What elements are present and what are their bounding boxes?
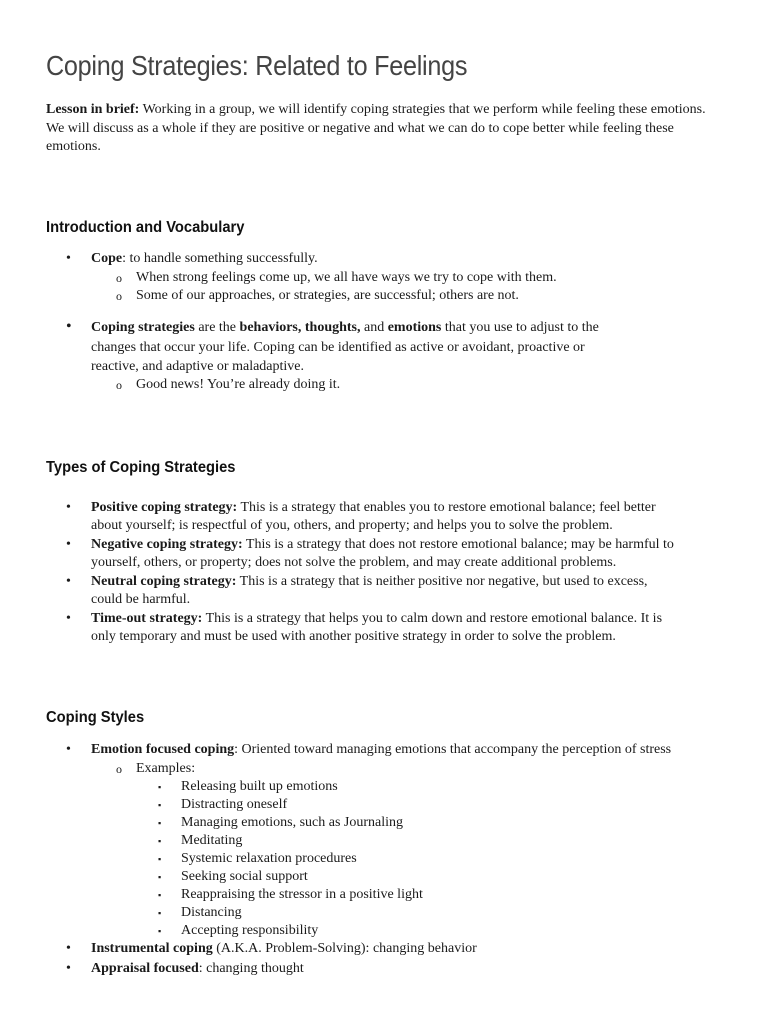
text: This is a strategy that helps you to calm down and restore emotional balance. It is: [202, 611, 663, 626]
text: This is a strategy that enables you to restore emotional balance; feel better: [237, 500, 656, 515]
bullet-square-icon: ▪: [158, 872, 162, 882]
term: Appraisal focused: [91, 961, 199, 976]
sub-item: When strong feelings come up, we all have ways we try to cope with them.: [136, 270, 557, 285]
text: This is a strategy that is neither positive nor negative, but used to excess,: [236, 574, 648, 589]
term-emotions: emotions: [387, 320, 442, 335]
list-item-timeout: [91, 610, 731, 646]
text: reactive, and adaptive or maladaptive.: [91, 359, 305, 374]
text: This is a strategy that does not restore emotional balance; may be harmful to: [242, 537, 674, 552]
bullet-square-icon: ▪: [158, 782, 162, 792]
text: and: [360, 320, 388, 335]
bullet-square-icon: ▪: [158, 854, 162, 864]
term: Positive coping strategy:: [91, 500, 238, 515]
bullet-square-icon: ▪: [158, 908, 162, 918]
text: that you use to adjust to the: [441, 320, 599, 335]
text: are the: [194, 320, 240, 335]
bullet-square-icon: ▪: [158, 836, 162, 846]
bullet-circle-icon: o: [116, 271, 122, 285]
list-item-neutral: [91, 573, 731, 609]
text: : changing thought: [198, 961, 304, 976]
list-item-instrumental: [91, 940, 731, 958]
example-item: Meditating: [181, 833, 243, 848]
term: Neutral coping strategy:: [91, 574, 237, 589]
bullet-square-icon: ▪: [158, 926, 162, 936]
term: Emotion focused coping: [91, 742, 235, 757]
list-item-emotion-focused: [91, 741, 731, 759]
bullet-dot-icon: •: [66, 500, 71, 515]
text: could be harmful.: [91, 592, 191, 607]
bullet-dot-icon: •: [66, 941, 71, 956]
page-title: Coping Strategies: Related to Feelings: [46, 50, 468, 81]
term-behaviors: behaviors, thoughts,: [239, 320, 361, 335]
example-item: Seeking social support: [181, 869, 308, 884]
list-item-appraisal: [91, 960, 731, 978]
text: : Oriented toward managing emotions that accompany the perception of stress: [234, 742, 672, 757]
text: about yourself; is respectful of you, others, and property; and helps you to solve the problem.: [91, 518, 613, 533]
sub-item: Good news! You’re already doing it.: [136, 377, 341, 392]
section-heading-styles: Coping Styles: [46, 709, 145, 726]
example-item: Releasing built up emotions: [181, 779, 338, 794]
bullet-square-icon: ▪: [158, 890, 162, 900]
list-item-coping-strategies: [91, 318, 731, 377]
bullet-circle-icon: o: [116, 378, 122, 392]
list-item-cope: [91, 250, 731, 268]
term-cope: Cope: [91, 251, 123, 266]
example-item: Managing emotions, such as Journaling: [181, 815, 404, 830]
term: Negative coping strategy:: [91, 537, 243, 552]
example-item: Distracting oneself: [181, 797, 288, 812]
text: yourself, others, or property; does not solve the problem, and may create additional problems.: [91, 555, 617, 570]
bullet-square-icon: ▪: [158, 800, 162, 810]
section-heading-intro: Introduction and Vocabulary: [46, 219, 245, 236]
bullet-circle-icon: o: [116, 762, 122, 776]
section-heading-types: Types of Coping Strategies: [46, 459, 236, 476]
term: Time-out strategy:: [91, 611, 203, 626]
sub-item: Examples:: [136, 761, 196, 776]
text: (A.K.A. Problem-Solving): changing behavior: [212, 941, 477, 956]
bullet-dot-icon: •: [66, 961, 71, 976]
bullet-dot-icon: •: [66, 318, 72, 335]
term: Instrumental coping: [91, 941, 213, 956]
sub-item: Some of our approaches, or strategies, are successful; others are not.: [136, 288, 519, 303]
example-item: Distancing: [181, 905, 242, 920]
example-item: Reappraising the stressor in a positive light: [181, 887, 423, 902]
text: only temporary and must be used with another positive strategy in order to solve the problem.: [91, 629, 616, 644]
lesson-brief: [46, 101, 726, 157]
term-coping-strategies: Coping strategies: [91, 320, 195, 335]
example-item: Accepting responsibility: [181, 923, 319, 938]
list-item-positive: [91, 499, 731, 535]
bullet-dot-icon: •: [66, 742, 71, 757]
bullet-square-icon: ▪: [158, 818, 162, 828]
lesson-brief-label: Lesson in brief:: [46, 102, 140, 117]
bullet-dot-icon: •: [66, 574, 71, 589]
bullet-dot-icon: •: [66, 611, 71, 626]
bullet-dot-icon: •: [66, 251, 71, 266]
bullet-dot-icon: •: [66, 537, 71, 552]
bullet-circle-icon: o: [116, 289, 122, 303]
lesson-brief-text: Working in a group, we will identify coping strategies that we perform while feeling these emotions. We will discuss as a whole if they are positive or negative and what we can do to cope better while feeling these emotions.: [46, 102, 706, 154]
text: changes that occur your life. Coping can be identified as active or avoidant, proactive or: [91, 339, 585, 355]
definition-cope: : to handle something successfully.: [122, 251, 318, 266]
list-item-negative: [91, 536, 731, 572]
example-item: Systemic relaxation procedures: [181, 851, 357, 866]
